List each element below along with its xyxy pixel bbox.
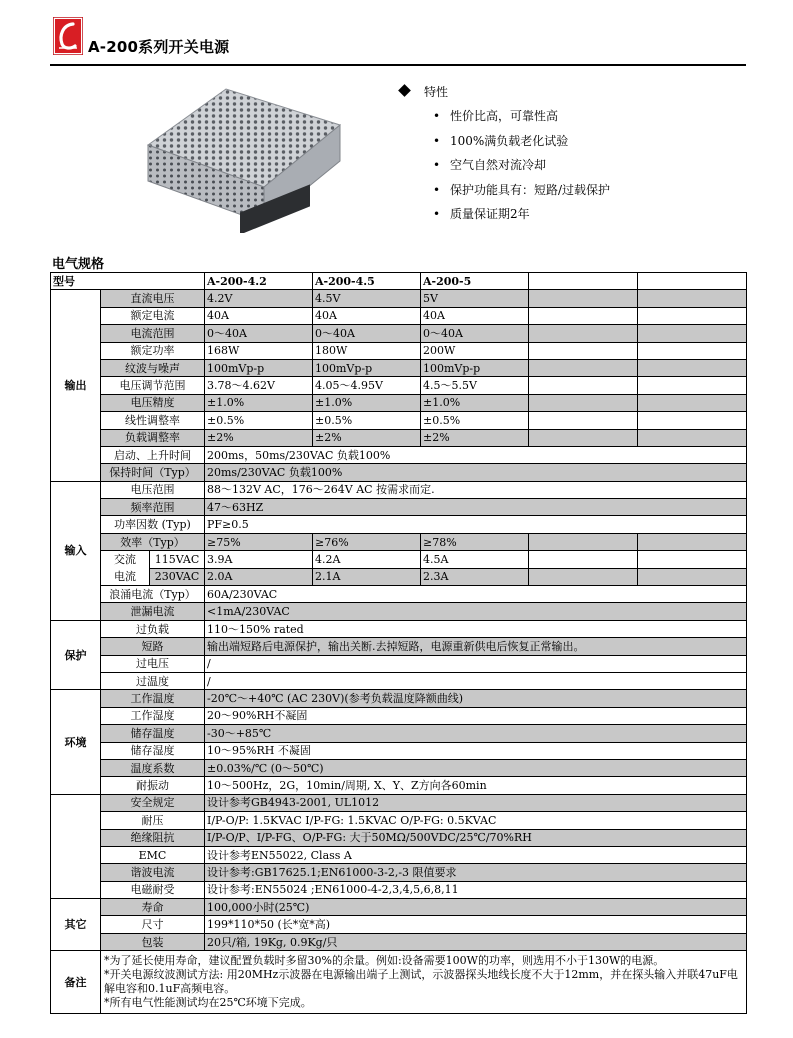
table-row xyxy=(51,568,747,585)
bullet-icon: • xyxy=(433,207,441,221)
table-row xyxy=(51,794,747,811)
table-row xyxy=(51,690,747,707)
row-label: 耐振动 xyxy=(101,777,205,794)
feature-text: 质量保证期2年 xyxy=(450,207,530,221)
table-row xyxy=(51,864,747,881)
table-row xyxy=(51,325,747,342)
row-label: 效率（Typ） xyxy=(101,533,205,550)
value-cell: 0～40A xyxy=(421,325,529,342)
value-cell: 4.2A xyxy=(313,551,421,568)
row-label: 储存温度 xyxy=(101,725,205,742)
value-cell: 4.05～4.95V xyxy=(313,377,421,394)
table-row xyxy=(51,551,747,568)
value-cell xyxy=(638,359,747,376)
table-row xyxy=(51,586,747,603)
value-cell: 4.5A xyxy=(421,551,529,568)
table-row xyxy=(51,620,747,637)
table-row xyxy=(51,742,747,759)
value-cell xyxy=(529,551,638,568)
group-safety xyxy=(51,794,101,898)
value-cell xyxy=(638,342,747,359)
note-line: *为了延长使用寿命，建议配置负载时多留30%的余量。例如:设备需要100W的功率，则选用不小于130W的电源。 xyxy=(104,954,665,968)
value-cell xyxy=(529,325,638,342)
group-other: 其它 xyxy=(51,899,101,951)
value-cell: / xyxy=(205,655,747,672)
value-cell xyxy=(638,429,747,446)
value-cell: 0～40A xyxy=(313,325,421,342)
value-cell xyxy=(638,394,747,411)
value-cell xyxy=(638,325,747,342)
value-cell: 4.5V xyxy=(313,290,421,307)
value-cell: ±2% xyxy=(313,429,421,446)
value-cell: 设计参考:EN55024 ;EN61000-4-2,3,4,5,6,8,11 xyxy=(205,881,747,898)
model-cell xyxy=(638,273,747,290)
row-label: 谐波电流 xyxy=(101,864,205,881)
value-cell xyxy=(529,394,638,411)
value-cell xyxy=(529,429,638,446)
table-row xyxy=(51,655,747,672)
value-cell xyxy=(529,568,638,585)
group-environment: 环境 xyxy=(51,690,101,794)
value-cell: ±0.5% xyxy=(205,412,313,429)
value-cell: ≥76% xyxy=(313,533,421,550)
value-cell: ±1.0% xyxy=(205,394,313,411)
value-cell: 2.1A xyxy=(313,568,421,585)
value-cell: 100mVp-p xyxy=(205,359,313,376)
section-title: 电气规格 xyxy=(52,257,105,272)
value-cell: 168W xyxy=(205,342,313,359)
table-row xyxy=(51,464,747,481)
table-row xyxy=(51,377,747,394)
table-row xyxy=(51,533,747,550)
table-row xyxy=(51,916,747,933)
value-cell: ±0.03%/℃ (0～50℃) xyxy=(205,759,747,776)
company-logo xyxy=(53,17,83,55)
value-cell: 199*110*50 (长*宽*高) xyxy=(205,916,747,933)
note-line: *开关电源纹波测试方法: 用20MHz示波器在电源输出端子上测试，示波器探头地线长度不大于12mm，并在探头输入并联47uF电解电容和0.1uF高频电容。 xyxy=(104,968,738,996)
value-cell: 10～95%RH 不凝固 xyxy=(205,742,747,759)
group-notes: 备注 xyxy=(51,951,101,1014)
value-cell xyxy=(638,533,747,550)
feature-text: 100%满负载老化试验 xyxy=(450,133,569,148)
table-row xyxy=(51,359,747,376)
row-label: 纹波与噪声 xyxy=(101,359,205,376)
row-label: 浪涌电流（Typ） xyxy=(101,586,205,603)
product-image xyxy=(140,83,352,233)
row-label: 耐压 xyxy=(101,812,205,829)
value-cell xyxy=(638,290,747,307)
value-cell: ±0.5% xyxy=(313,412,421,429)
table-row xyxy=(51,672,747,689)
value-cell: 20～90%RH不凝固 xyxy=(205,707,747,724)
row-label: 工作温度 xyxy=(101,690,205,707)
table-row xyxy=(51,394,747,411)
table-row xyxy=(51,429,747,446)
value-cell: 47～63HZ xyxy=(205,499,747,516)
row-label: 负载调整率 xyxy=(101,429,205,446)
value-cell: 4.5～5.5V xyxy=(421,377,529,394)
value-cell: 0～40A xyxy=(205,325,313,342)
notes-row xyxy=(51,951,747,1014)
spec-table xyxy=(50,272,747,1014)
value-cell: ≥78% xyxy=(421,533,529,550)
row-label: 过电压 xyxy=(101,655,205,672)
row-label: 启动、上升时间 xyxy=(101,446,205,463)
feature-text: 性价比高，可靠性高 xyxy=(450,109,559,123)
value-cell: 110～150% rated xyxy=(205,620,747,637)
feature-item xyxy=(400,157,740,182)
sub-label: 230VAC xyxy=(150,568,205,585)
table-row xyxy=(51,499,747,516)
value-cell: 40A xyxy=(421,307,529,324)
value-cell: 设计参考GB4943-2001, UL1012 xyxy=(205,794,747,811)
row-label: 电流范围 xyxy=(101,325,205,342)
features-list xyxy=(400,108,740,231)
row-label: 直流电压 xyxy=(101,290,205,307)
value-cell: / xyxy=(205,672,747,689)
table-row xyxy=(51,342,747,359)
value-cell: I/P-O/P、I/P-FG、O/P-FG: 大于50MΩ/500VDC/25℃/70%RH xyxy=(205,829,747,846)
table-row xyxy=(51,290,747,307)
row-label: 电压精度 xyxy=(101,394,205,411)
value-cell xyxy=(529,307,638,324)
value-cell: 输出端短路后电源保护，输出关断.去掉短路，电源重新供电后恢复正常输出。 xyxy=(205,638,747,655)
row-label: 泄漏电流 xyxy=(101,603,205,620)
row-label: 包装 xyxy=(101,933,205,950)
model-cell: A-200-4.5 xyxy=(313,273,421,290)
table-row xyxy=(51,307,747,324)
value-cell: 20ms/230VAC 负载100% xyxy=(205,464,747,481)
value-cell xyxy=(529,412,638,429)
value-cell: 20只/箱, 19Kg, 0.9Kg/只 xyxy=(205,933,747,950)
value-cell: PF≥0.5 xyxy=(205,516,747,533)
value-cell: ±0.5% xyxy=(421,412,529,429)
table-row xyxy=(51,846,747,863)
table-row xyxy=(51,446,747,463)
row-label: 功率因数 (Typ) xyxy=(101,516,205,533)
value-cell: 4.2V xyxy=(205,290,313,307)
value-cell: 设计参考:GB17625.1;EN61000-3-2,-3 限值要求 xyxy=(205,864,747,881)
value-cell: 设计参考EN55022, Class A xyxy=(205,846,747,863)
row-label: 储存湿度 xyxy=(101,742,205,759)
bullet-icon: • xyxy=(433,158,441,172)
value-cell: 200W xyxy=(421,342,529,359)
sub-label: 115VAC xyxy=(150,551,205,568)
feature-item xyxy=(400,182,740,207)
row-label: 交流 xyxy=(101,551,150,568)
table-row xyxy=(51,516,747,533)
row-label: 保持时间（Typ） xyxy=(101,464,205,481)
group-protection: 保护 xyxy=(51,620,101,690)
value-cell: 180W xyxy=(313,342,421,359)
value-cell: ±2% xyxy=(205,429,313,446)
row-label: 安全规定 xyxy=(101,794,205,811)
value-cell: 88～132V AC，176～264V AC 按需求而定. xyxy=(205,481,747,498)
value-cell xyxy=(638,307,747,324)
value-cell: 200ms，50ms/230VAC 负载100% xyxy=(205,446,747,463)
row-label: 短路 xyxy=(101,638,205,655)
model-cell: A-200-4.2 xyxy=(205,273,313,290)
value-cell: -30～+85℃ xyxy=(205,725,747,742)
table-row xyxy=(51,829,747,846)
row-label: 频率范围 xyxy=(101,499,205,516)
value-cell: I/P-O/P: 1.5KVAC I/P-FG: 1.5KVAC O/P-FG: 0.5KVAC xyxy=(205,812,747,829)
value-cell xyxy=(529,377,638,394)
table-row xyxy=(51,759,747,776)
row-label: 绝缘阻抗 xyxy=(101,829,205,846)
table-row xyxy=(51,603,747,620)
feature-text: 保护功能具有：短路/过载保护 xyxy=(450,182,611,197)
row-label: 额定电流 xyxy=(101,307,205,324)
table-row xyxy=(51,412,747,429)
bullet-icon: • xyxy=(433,109,441,123)
value-cell: 2.3A xyxy=(421,568,529,585)
value-cell: ±2% xyxy=(421,429,529,446)
value-cell: 40A xyxy=(313,307,421,324)
model-row xyxy=(51,273,747,290)
table-row xyxy=(51,725,747,742)
row-label: 电磁耐受 xyxy=(101,881,205,898)
row-label: 尺寸 xyxy=(101,916,205,933)
row-label: 电压范围 xyxy=(101,481,205,498)
value-cell: 3.78～4.62V xyxy=(205,377,313,394)
table-row xyxy=(51,707,747,724)
row-label: 温度系数 xyxy=(101,759,205,776)
value-cell: 40A xyxy=(205,307,313,324)
bullet-icon: • xyxy=(433,133,441,148)
value-cell xyxy=(638,377,747,394)
value-cell: 100,000小时(25℃) xyxy=(205,899,747,916)
row-label: 电压调节范围 xyxy=(101,377,205,394)
features-section xyxy=(400,82,740,231)
value-cell xyxy=(529,290,638,307)
value-cell: ±1.0% xyxy=(421,394,529,411)
note-line: *所有电气性能测试均在25℃环境下完成。 xyxy=(104,996,312,1010)
value-cell: 100mVp-p xyxy=(313,359,421,376)
table-row xyxy=(51,638,747,655)
feature-text: 空气自然对流冷却 xyxy=(450,158,547,172)
feature-item xyxy=(400,133,740,158)
row-label: 线性调整率 xyxy=(101,412,205,429)
row-label: 过负载 xyxy=(101,620,205,637)
model-label: 型号 xyxy=(51,273,205,290)
value-cell: ±1.0% xyxy=(313,394,421,411)
diamond-bullet-icon xyxy=(398,84,411,97)
row-label: EMC xyxy=(101,846,205,863)
value-cell xyxy=(529,342,638,359)
feature-item xyxy=(400,206,740,231)
row-label: 寿命 xyxy=(101,899,205,916)
features-heading xyxy=(400,82,740,100)
value-cell xyxy=(529,533,638,550)
row-label: 电流 xyxy=(101,568,150,585)
value-cell xyxy=(638,568,747,585)
features-heading-text: 特性 xyxy=(424,85,449,99)
value-cell: 2.0A xyxy=(205,568,313,585)
table-row xyxy=(51,481,747,498)
value-cell xyxy=(529,359,638,376)
value-cell: <1mA/230VAC xyxy=(205,603,747,620)
value-cell: ≥75% xyxy=(205,533,313,550)
table-row xyxy=(51,881,747,898)
value-cell: 100mVp-p xyxy=(421,359,529,376)
row-label: 额定功率 xyxy=(101,342,205,359)
table-row xyxy=(51,933,747,950)
row-label: 过温度 xyxy=(101,672,205,689)
bullet-icon: • xyxy=(433,182,441,197)
group-output: 输出 xyxy=(51,290,101,481)
model-cell xyxy=(529,273,638,290)
value-cell: -20℃～+40℃ (AC 230V)(参考负载温度降额曲线) xyxy=(205,690,747,707)
row-label: 工作湿度 xyxy=(101,707,205,724)
table-row xyxy=(51,777,747,794)
value-cell: 10～500Hz，2G，10min/周期, X、Y、Z方向各60min xyxy=(205,777,747,794)
group-input: 输入 xyxy=(51,481,101,620)
table-row xyxy=(51,899,747,916)
title-divider xyxy=(50,64,746,66)
value-cell xyxy=(638,551,747,568)
model-cell: A-200-5 xyxy=(421,273,529,290)
table-row xyxy=(51,812,747,829)
value-cell: 3.9A xyxy=(205,551,313,568)
value-cell xyxy=(638,412,747,429)
value-cell: 60A/230VAC xyxy=(205,586,747,603)
feature-item xyxy=(400,108,740,133)
document-title: A-200系列开关电源 xyxy=(88,38,230,56)
notes-cell xyxy=(101,951,747,1014)
value-cell: 5V xyxy=(421,290,529,307)
